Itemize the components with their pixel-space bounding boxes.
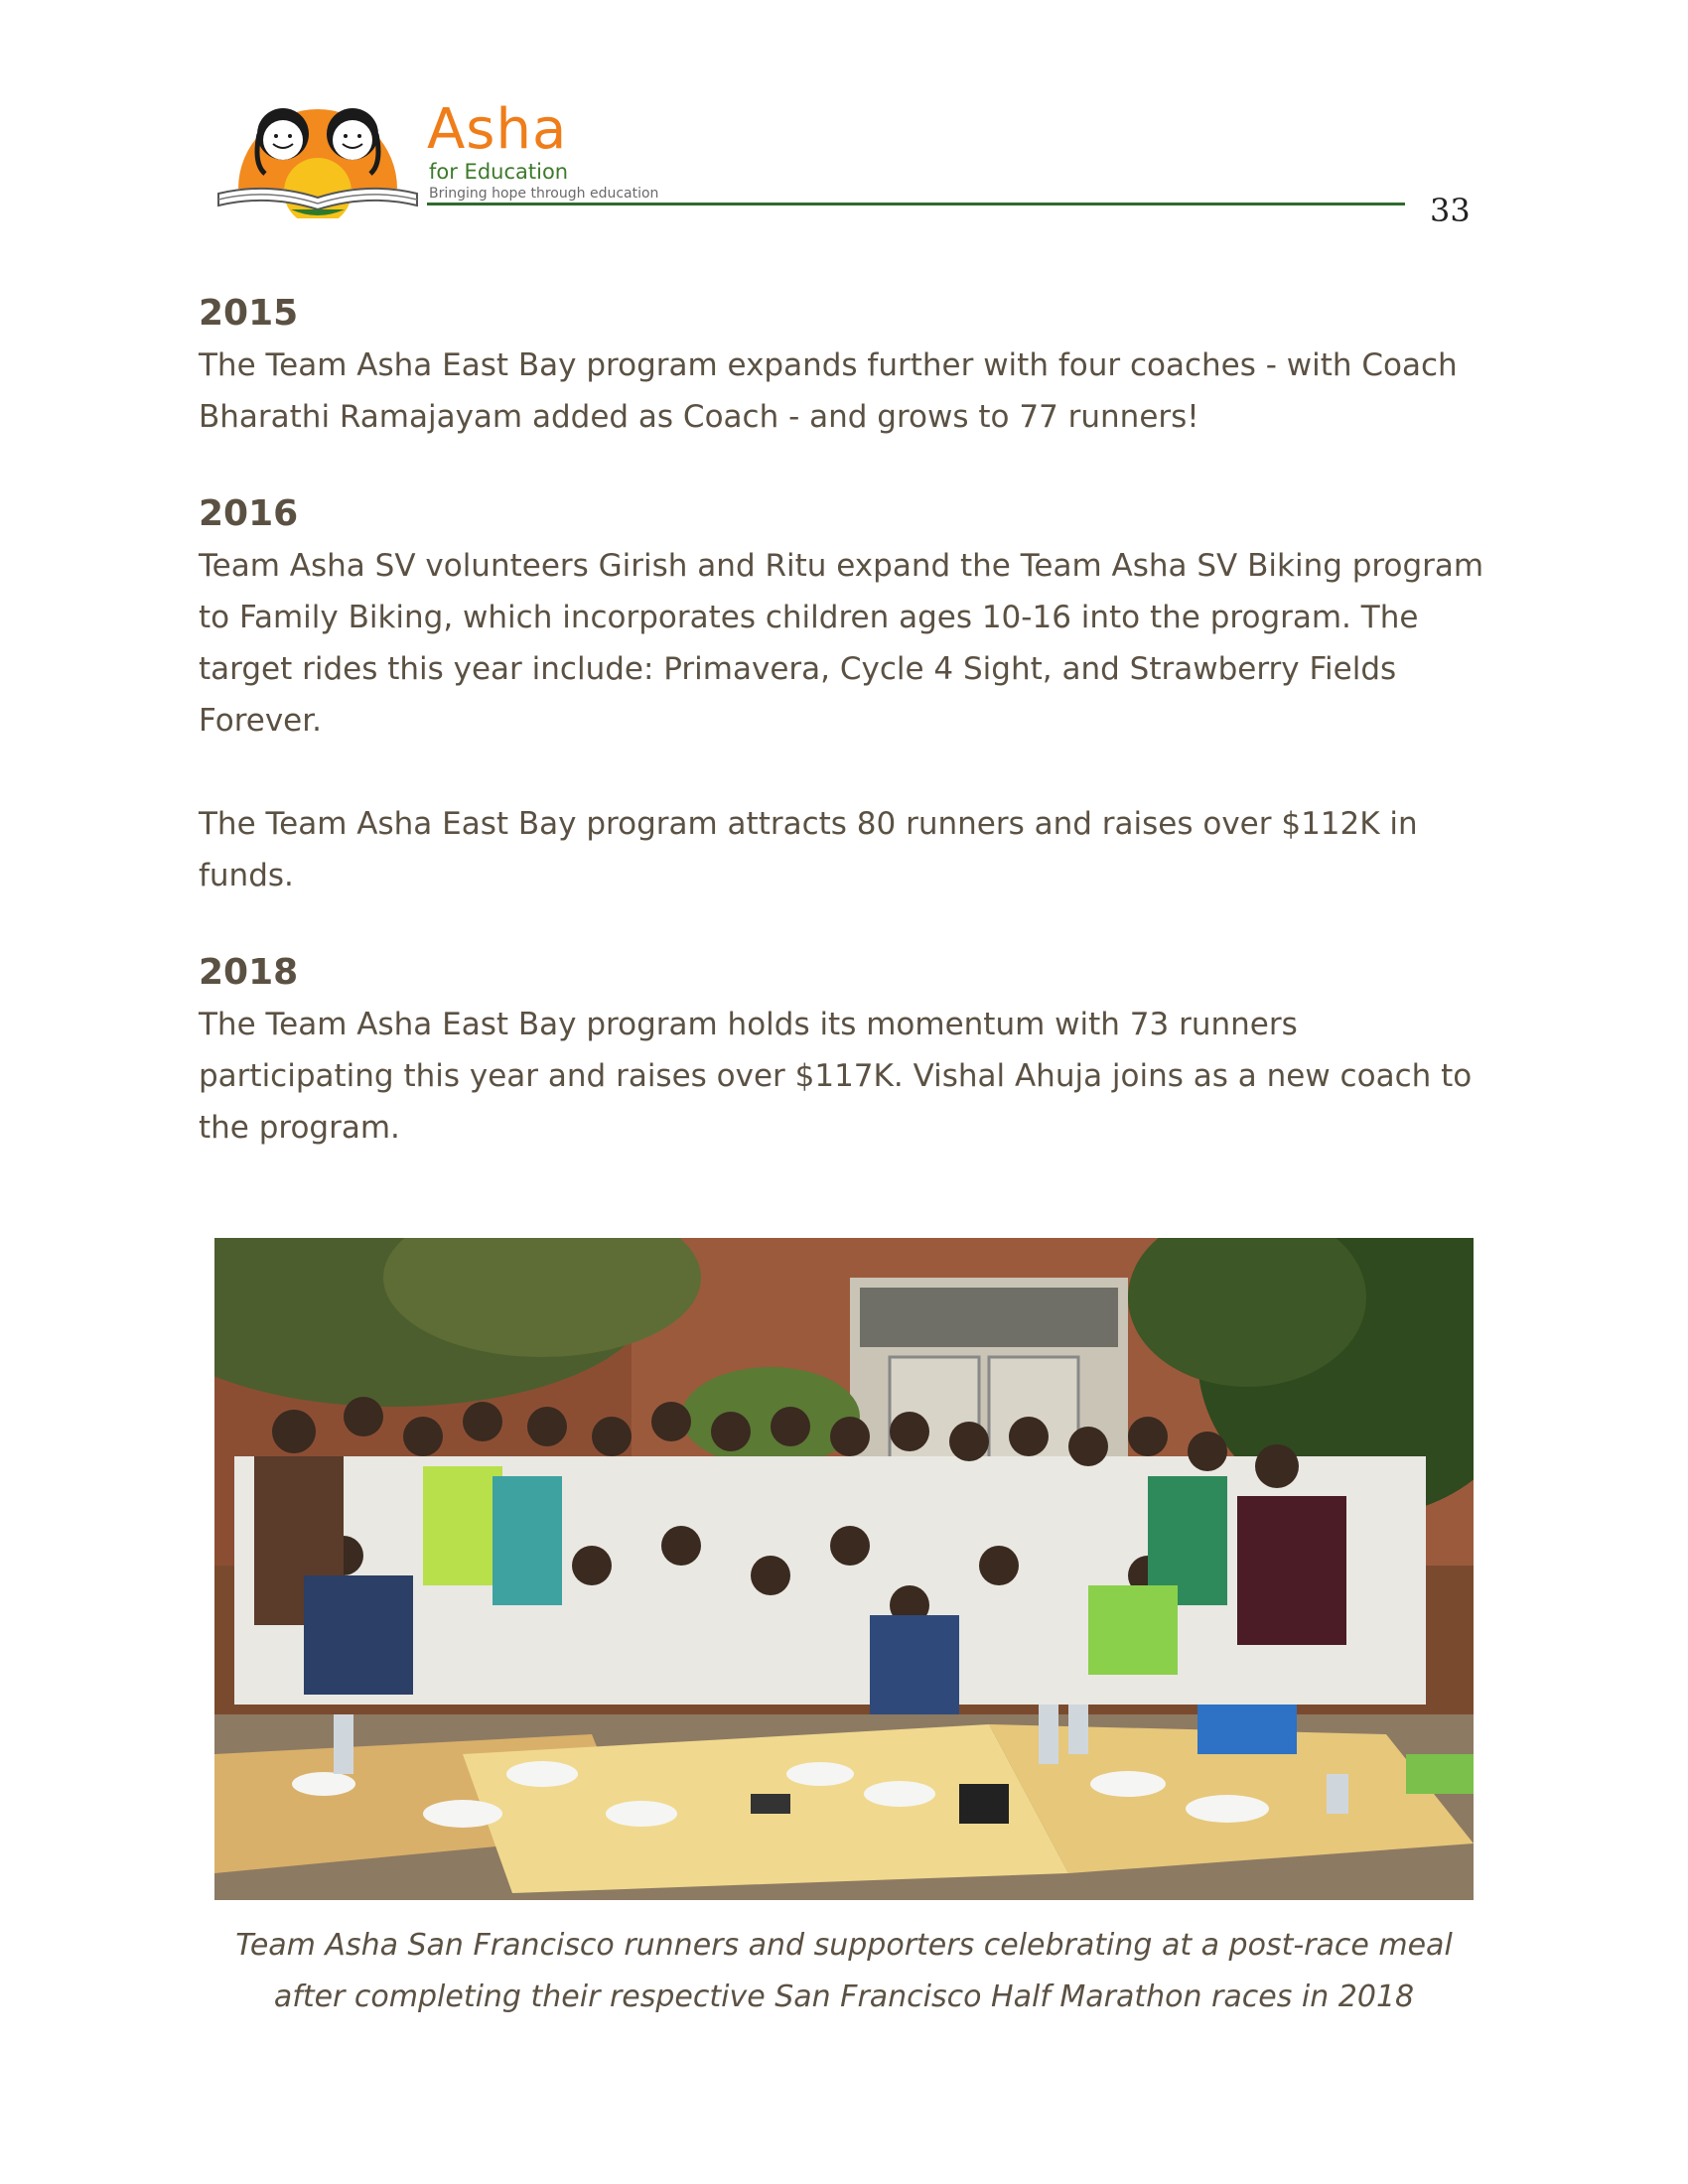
section-paragraph: Team Asha SV volunteers Girish and Ritu expand the Team Asha SV Biking program to Family Biking, which incorporates children ages 10-16 into the program. The target rides this year include: Primavera, Cycle 4 Sight, and Strawberry Fields Forever. — [199, 548, 1484, 739]
main-content — [199, 288, 1489, 1199]
group-photo — [214, 1238, 1474, 1900]
section-2015 — [199, 288, 1489, 443]
brand-subtitle: for Education — [429, 160, 569, 184]
page-number: 33 — [1430, 192, 1471, 229]
section-year: 2015 — [199, 293, 299, 334]
section-paragraph: The Team Asha East Bay program expands further with four coaches - with Coach Bharathi Ramajayam added as Coach - and grows to 77 runners! — [199, 347, 1458, 435]
section-year: 2016 — [199, 493, 299, 534]
asha-logo-icon — [213, 94, 422, 218]
section-paragraph: The Team Asha East Bay program attracts 80 runners and raises over $112K in funds. — [199, 806, 1418, 893]
section-2018 — [199, 947, 1489, 1154]
section-paragraph: The Team Asha East Bay program holds its momentum with 73 runners participating this year and raises over $117K. Vishal Ahuja joins as a new coach to the program. — [199, 1007, 1473, 1146]
section-year: 2018 — [199, 952, 299, 993]
header-divider — [427, 203, 1405, 205]
group-photo-illustration — [214, 1238, 1474, 1900]
brand-name: Asha — [427, 97, 568, 162]
page-header — [0, 0, 1688, 238]
brand-tagline: Bringing hope through education — [429, 186, 659, 202]
photo-caption: Team Asha San Francisco runners and supporters celebrating at a post-race meal after completing their respective San Francisco Half Marathon races in 2018 — [235, 1928, 1453, 2014]
section-2016 — [199, 488, 1489, 901]
